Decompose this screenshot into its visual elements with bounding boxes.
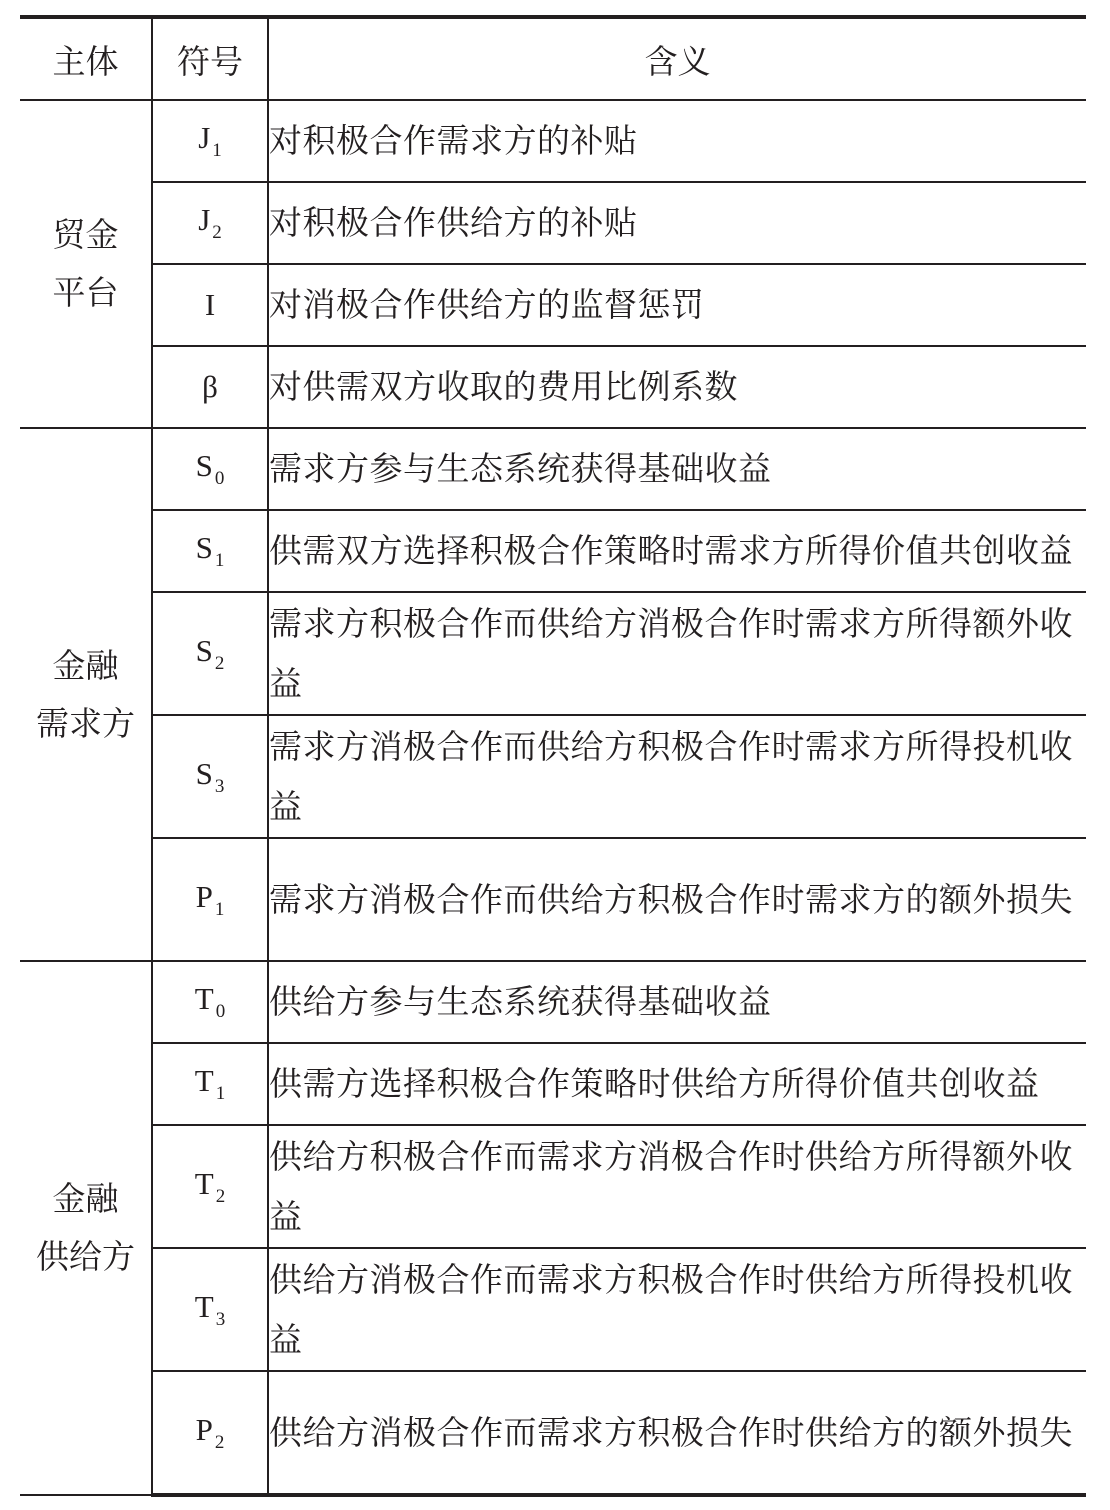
table-row	[20, 1248, 1086, 1371]
symbol-letter: β	[202, 369, 218, 404]
meaning-cell: 对供需双方收取的费用比例系数	[268, 346, 1086, 428]
table-row	[20, 1371, 1086, 1495]
symbol-cell	[152, 1248, 268, 1371]
symbol-subscript: 0	[215, 1001, 226, 1022]
symbol-subscript: 2	[214, 652, 225, 674]
symbol-subscript: 2	[215, 1185, 226, 1207]
symbol-letter: T	[194, 1165, 214, 1201]
symbol-subscript: 3	[214, 775, 225, 797]
subject-cell	[20, 961, 152, 1495]
symbol-cell	[152, 1043, 268, 1125]
symbol-subscript: 1	[215, 1083, 226, 1104]
meaning-cell: 对积极合作需求方的补贴	[268, 100, 1086, 182]
header-subject: 主体	[20, 17, 152, 100]
table-row	[20, 428, 1086, 510]
subject-line: 贸金	[52, 215, 119, 254]
subject-line: 需求方	[36, 703, 135, 743]
meaning-cell: 供需方选择积极合作策略时供给方所得价值共创收益	[268, 1043, 1086, 1125]
symbol-letter: P	[195, 1411, 213, 1447]
symbol-letter: I	[204, 287, 216, 322]
header-symbol: 符号	[152, 17, 268, 100]
meaning-cell: 需求方参与生态系统获得基础收益	[268, 428, 1086, 510]
symbol-subscript: 1	[212, 140, 222, 161]
symbol-letter: S	[195, 448, 213, 483]
symbol-subscript: 1	[214, 898, 225, 920]
subject-line: 金融	[52, 1179, 119, 1218]
symbol-letter: T	[194, 981, 214, 1016]
table-row	[20, 346, 1086, 428]
table-row	[20, 838, 1086, 961]
symbol-cell	[152, 1125, 268, 1248]
symbol-subscript: 3	[215, 1308, 226, 1330]
symbol-subscript: 0	[214, 468, 225, 489]
subject-line: 平台	[52, 273, 119, 312]
subject-cell	[20, 100, 152, 428]
subject-line: 供给方	[36, 1237, 135, 1276]
symbol-letter: T	[194, 1063, 214, 1098]
meaning-cell: 供需双方选择积极合作策略时需求方所得价值共创收益	[268, 510, 1086, 592]
table-row	[20, 715, 1086, 838]
symbol-cell	[152, 592, 268, 715]
subject-line: 金融	[52, 645, 119, 685]
subject-cell	[20, 428, 152, 961]
parameter-table	[20, 15, 1086, 1497]
meaning-cell: 供给方参与生态系统获得基础收益	[268, 961, 1086, 1043]
symbol-cell	[152, 1371, 268, 1495]
table-row	[20, 961, 1086, 1043]
table-row	[20, 182, 1086, 264]
symbol-letter: J	[198, 120, 211, 155]
meaning-cell: 供给方消极合作而需求方积极合作时供给方所得投机收益	[268, 1248, 1086, 1371]
table-row	[20, 510, 1086, 592]
symbol-cell	[152, 264, 268, 346]
symbol-letter: S	[195, 530, 213, 565]
symbol-cell	[152, 838, 268, 961]
symbol-cell	[152, 715, 268, 838]
symbol-letter: P	[195, 878, 213, 914]
table-row	[20, 1043, 1086, 1125]
symbol-letter: S	[195, 755, 213, 791]
table-row	[20, 100, 1086, 182]
symbol-cell	[152, 961, 268, 1043]
table-header-row	[20, 17, 1086, 100]
symbol-cell	[152, 182, 268, 264]
header-meaning: 含义	[268, 17, 1086, 100]
symbol-subscript: 2	[214, 1431, 225, 1453]
symbol-letter: S	[195, 632, 213, 668]
table-row	[20, 592, 1086, 715]
symbol-cell	[152, 346, 268, 428]
symbol-letter: T	[194, 1288, 214, 1324]
table-row	[20, 264, 1086, 346]
symbol-letter: J	[198, 202, 211, 237]
meaning-cell: 对积极合作供给方的补贴	[268, 182, 1086, 264]
meaning-cell: 需求方消极合作而供给方积极合作时需求方所得投机收益	[268, 715, 1086, 838]
meaning-cell: 需求方积极合作而供给方消极合作时需求方所得额外收益	[268, 592, 1086, 715]
meaning-cell: 供给方消极合作而需求方积极合作时供给方的额外损失	[268, 1371, 1086, 1495]
meaning-cell: 对消极合作供给方的监督惩罚	[268, 264, 1086, 346]
symbol-cell	[152, 428, 268, 510]
symbol-subscript: 1	[214, 550, 225, 571]
meaning-cell: 供给方积极合作而需求方消极合作时供给方所得额外收益	[268, 1125, 1086, 1248]
symbol-cell	[152, 100, 268, 182]
meaning-cell: 需求方消极合作而供给方积极合作时需求方的额外损失	[268, 838, 1086, 961]
table-row	[20, 1125, 1086, 1248]
symbol-cell	[152, 510, 268, 592]
symbol-subscript: 2	[212, 222, 222, 243]
